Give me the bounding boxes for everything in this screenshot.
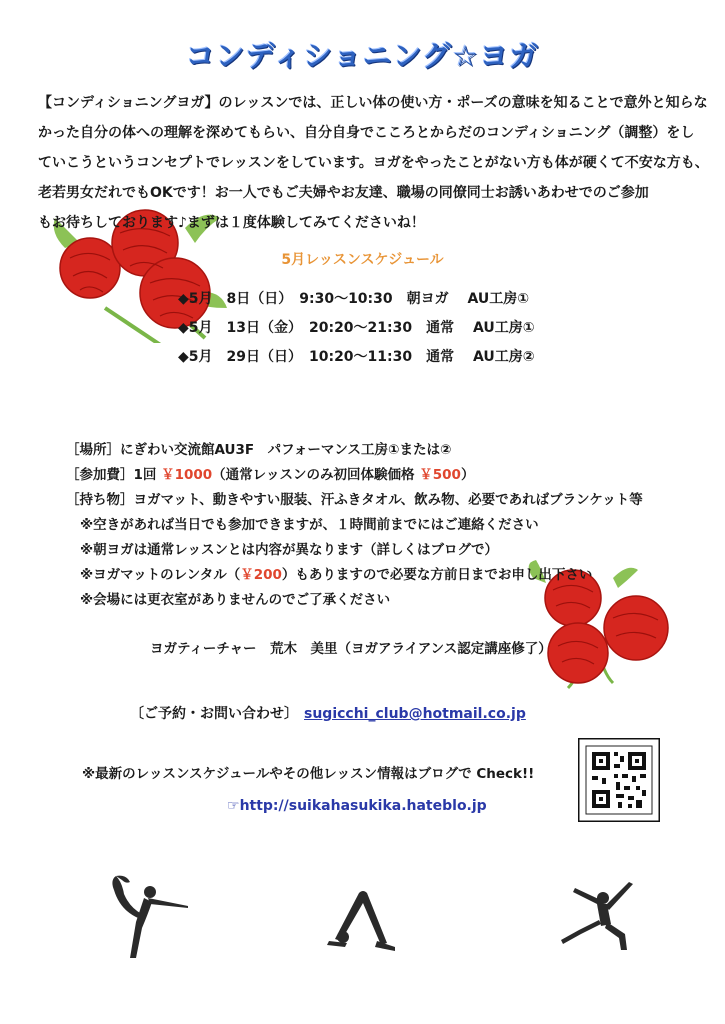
schedule-title: 5月レッスンスケジュール: [281, 252, 444, 268]
pointing-hand-icon: ☞: [227, 798, 240, 814]
blog-link-row: [227, 798, 487, 814]
note-mat-suffix: ）もありますので必要な方前日までお申し出下さい: [281, 567, 593, 583]
intro-line: かった自分の体への理解を深めてもらい、自分自身でこころとからだのコンディショニング（調整）をし: [38, 125, 695, 141]
yoga-dancer-pose-icon: [100, 870, 192, 962]
schedule-list: [178, 288, 535, 375]
fee-note-end: ）: [460, 467, 475, 483]
note-morning-yoga: ※朝ヨガは通常レッスンとは内容が異なります（詳しくはブログで）: [80, 542, 498, 558]
qr-code-icon[interactable]: [578, 738, 660, 822]
note-mat-rental: [66, 563, 643, 588]
event-details: [66, 438, 643, 613]
contact-info: [130, 703, 526, 723]
intro-line: 老若男女だれでもOKです！お一人でもご夫婦やお友達、職場の同僚同士お誘いあわせでのご参加: [38, 185, 649, 201]
yoga-downward-dog-pose-icon: [315, 875, 407, 967]
schedule-row: ◆5月 8日（日） 9:30～10:30 朝ヨガ AU工房①: [178, 291, 530, 307]
note-same-day: ※空きがあれば当日でも参加できますが、１時間前までにはご連絡ください: [80, 517, 539, 533]
mat-rental-price: ￥200: [240, 567, 282, 583]
note-mat-prefix: ※ヨガマットのレンタル（: [80, 567, 241, 583]
fee-note: （通常レッスンのみ初回体験価格: [212, 467, 420, 483]
contact-label: 〔ご予約・お問い合わせ〕: [130, 706, 298, 722]
blog-notice: ※最新のレッスンスケジュールやその他レッスン情報はブログで Check!!: [82, 766, 535, 782]
teacher-info: ヨガティーチャー 荒木 美里（ヨガアライアンス認定講座修了）: [150, 641, 552, 657]
blog-url-link[interactable]: http://suikahasukika.hateblo.jp: [239, 798, 487, 814]
schedule-row: ◆5月 13日（金） 20:20～21:30 通常 AU工房①: [178, 320, 535, 336]
intro-line: ていこうというコンセプトでレッスンをしています。ヨガをやったことがない方も体が硬くて不安な方も、: [38, 155, 709, 171]
contact-email-link[interactable]: sugicchi_club@hotmail.co.jp: [304, 706, 526, 722]
page-title: コンディショニング☆ヨガ: [185, 39, 540, 73]
fee-price: ￥1000: [161, 467, 213, 483]
fee-label: ［参加費］1回: [66, 467, 162, 483]
fee-info: [66, 463, 643, 488]
intro-line: 【コンディショニングヨガ】のレッスンでは、正しい体の使い方・ポーズの意味を知ることで意外と知らな: [38, 95, 708, 111]
intro-line: もお待ちしております♪まずは１度体験してみてくださいね！: [38, 215, 425, 231]
note-no-changing-room: ※会場には更衣室がありませんのでご了承ください: [80, 592, 391, 608]
yoga-lunge-pose-icon: [553, 872, 645, 964]
place-info: ［場所］にぎわい交流館AU3F パフォーマンス工房①または②: [66, 442, 452, 458]
items-info: ［持ち物］ヨガマット、動きやすい服装、汗ふきタオル、飲み物、必要であればブランケット等: [66, 492, 643, 508]
schedule-row: ◆5月 29日（日） 10:20～11:30 通常 AU工房②: [178, 349, 535, 365]
intro-paragraph: [38, 88, 709, 238]
trial-price: ￥500: [419, 467, 461, 483]
